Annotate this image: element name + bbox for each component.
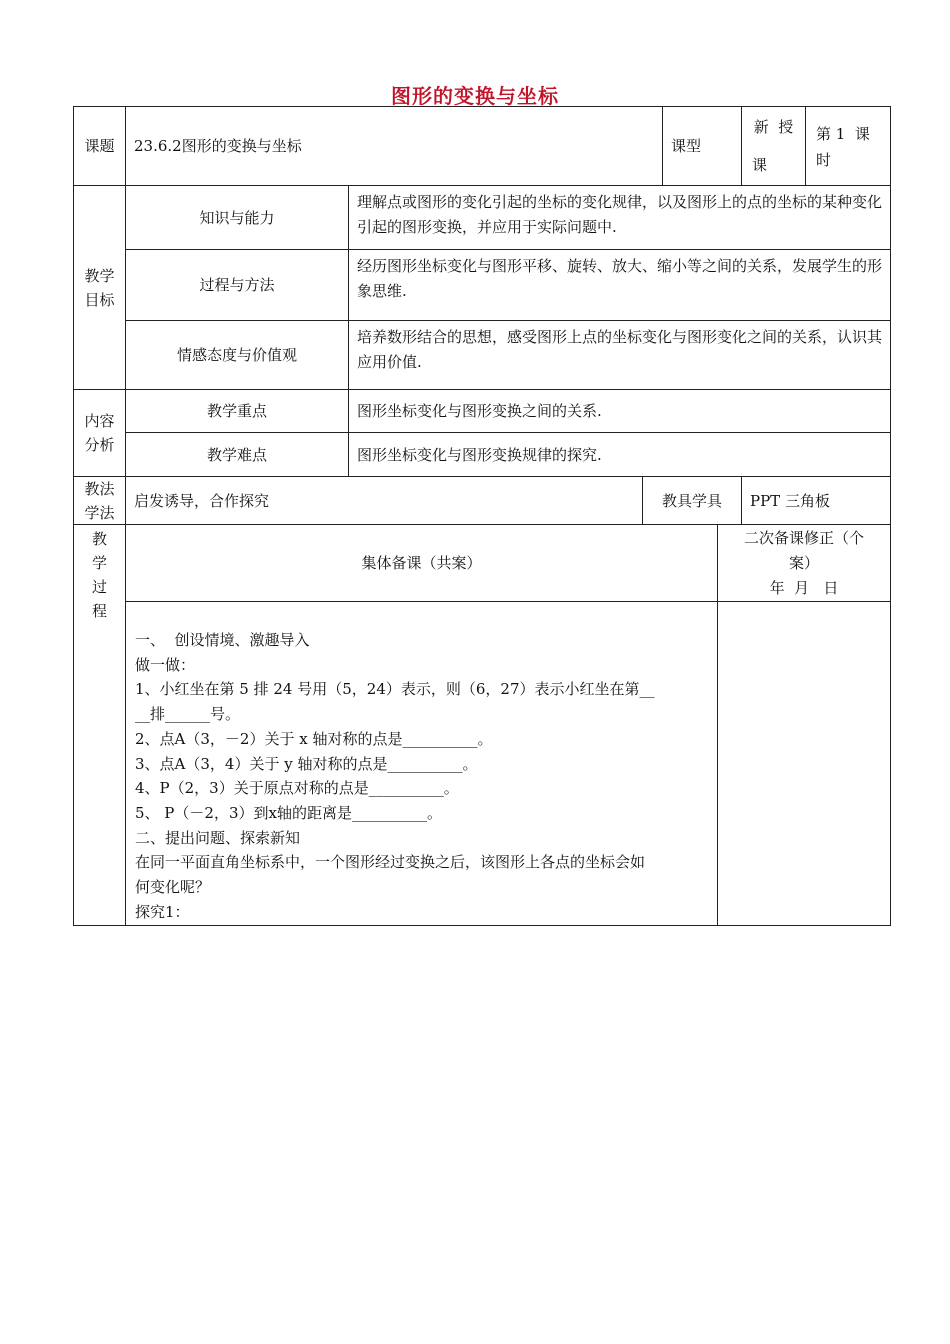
tools-label-cell [642,476,742,525]
type-label: 课型 [671,137,702,155]
process-section-label: 教 学 过 程 [73,524,126,926]
content-line: 做一做： [135,655,196,674]
objective-label-process: 过程与方法 [125,249,349,321]
analysis-text-key: 图形坐标变化与图形变换之间的关系. [348,389,891,433]
collective-prep-header: 集体备课（共案） [125,524,718,602]
objective-label-knowledge: 知识与能力 [125,185,349,250]
content-line: 3、点A（3，4）关于 y 轴对称的点是__________。 [135,754,478,773]
objective-text-knowledge: 理解点或图形的变化引起的坐标的变化规律，以及图形上的点的坐标的某种变化引起的图形变换，并应用于实际问题中. [348,185,891,250]
analysis-section-label: 内容 分析 [73,389,126,477]
period-cell [805,106,891,186]
methods-value-cell [125,476,643,525]
content-line: __排______号。 [135,705,241,724]
objective-label-attitude: 情感态度与价值观 [125,320,349,390]
period-line1: 第 1 课 [816,125,870,143]
topic-value: 23.6.2图形的变换与坐标 [134,137,302,155]
type-value-cell [741,106,806,186]
tools-label: 教具学具 [661,491,722,510]
topic-value-cell [125,106,663,186]
tools-value-cell [741,476,891,525]
type-label-cell [662,106,742,186]
content-line: 4、P（2，3）关于原点对称的点是__________。 [135,779,459,798]
content-line: 探究1： [135,902,190,921]
topic-label: 课题 [84,137,115,155]
content-line: 1、小红坐在第 5 排 24 号用（5，24）表示，则（6，27）表示小红坐在第__ [135,680,655,699]
tools-value: PPT 三角板 [750,491,830,510]
content-line: 何变化呢？ [135,878,211,897]
lesson-content-cell [125,601,718,926]
content-line: 一、 创设情境、激趣导入 [135,631,310,649]
objectives-section-label: 教学 目标 [73,185,126,390]
analysis-label-key: 教学重点 [125,389,349,433]
type-value-line1: 新 授 [753,118,794,136]
analysis-label-difficulty: 教学难点 [125,432,349,477]
revision-notes-cell [717,601,891,926]
type-value-line2: 课 [752,156,768,174]
content-line: 2、点A（3，－2）关于 x 轴对称的点是__________。 [135,729,493,748]
methods-value: 启发诱导，合作探究 [134,491,270,510]
period-line2: 时 [816,151,832,169]
content-line: 二、提出问题、探索新知 [135,828,301,847]
analysis-text-difficulty: 图形坐标变化与图形变换规律的探究. [348,432,891,477]
objective-text-attitude: 培养数形结合的思想，感受图形上点的坐标变化与图形变化之间的关系，认识其应用价值. [348,320,891,390]
content-line: 5、 P（－2，3）到x轴的距离是__________。 [135,803,442,822]
topic-label-cell [73,106,126,186]
document-title: 图形的变换与坐标 [391,84,559,108]
methods-label: 教法 学法 [73,476,126,525]
content-line: 在同一平面直角坐标系中，一个图形经过变换之后，该图形上各点的坐标会如 [135,853,646,872]
revision-header: 二次备课修正（个 案） 年 月 日 [717,524,891,602]
objective-text-process: 经历图形坐标变化与图形平移、旋转、放大、缩小等之间的关系，发展学生的形象思维. [348,249,891,321]
